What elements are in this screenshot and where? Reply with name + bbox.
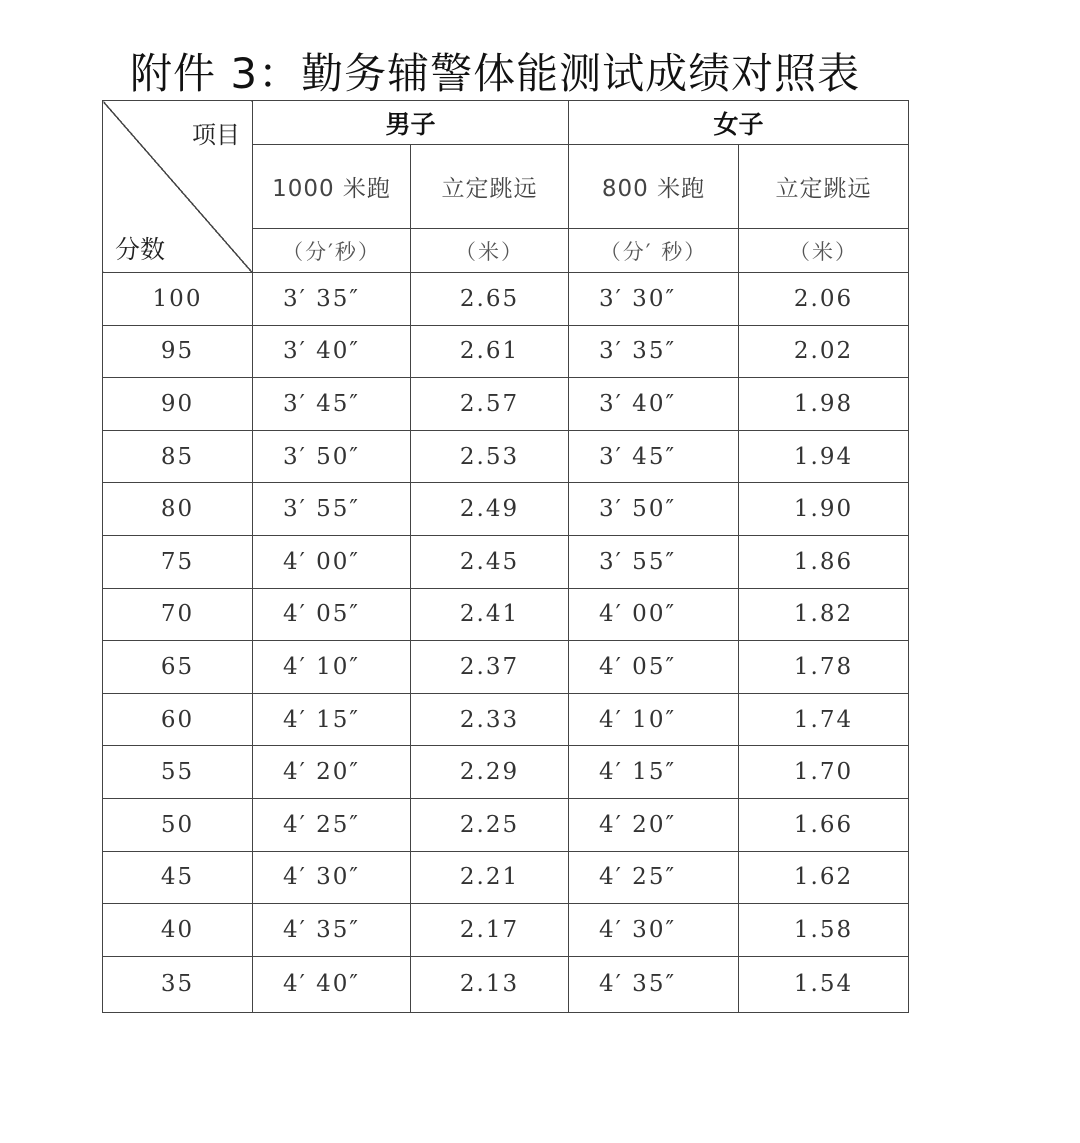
male-jump-distance-cell: 2.25	[411, 798, 569, 851]
table-row	[103, 956, 909, 1012]
male-jump-distance-cell: 2.45	[411, 535, 569, 588]
female-run-time-cell: 3′ 45″	[569, 430, 739, 483]
unit-header-male-jump: （米）	[411, 229, 569, 273]
score-cell: 65	[103, 641, 253, 694]
male-run-time-cell: 4′ 20″	[253, 746, 411, 799]
score-cell: 45	[103, 851, 253, 904]
score-cell: 100	[103, 273, 253, 326]
male-run-time-cell: 4′ 35″	[253, 904, 411, 957]
female-jump-distance-cell: 1.70	[739, 746, 909, 799]
male-jump-distance-cell: 2.13	[411, 956, 569, 1012]
female-jump-distance-cell: 1.78	[739, 641, 909, 694]
female-run-time-cell: 4′ 20″	[569, 798, 739, 851]
female-jump-distance-cell: 1.98	[739, 378, 909, 431]
female-run-time-cell: 3′ 30″	[569, 273, 739, 326]
female-jump-distance-cell: 1.62	[739, 851, 909, 904]
unit-header-male-run: （分′秒）	[253, 229, 411, 273]
male-jump-distance-cell: 2.65	[411, 273, 569, 326]
female-run-time-cell: 3′ 50″	[569, 483, 739, 536]
male-jump-distance-cell: 2.41	[411, 588, 569, 641]
male-run-time-cell: 4′ 15″	[253, 693, 411, 746]
table-row	[103, 798, 909, 851]
unit-header-female-run: （分′ 秒）	[569, 229, 739, 273]
corner-label-project: 项目	[192, 121, 240, 149]
score-table	[102, 100, 909, 1013]
score-cell: 60	[103, 693, 253, 746]
male-jump-distance-cell: 2.21	[411, 851, 569, 904]
male-jump-distance-cell: 2.33	[411, 693, 569, 746]
score-cell: 35	[103, 956, 253, 1012]
male-run-time-cell: 4′ 30″	[253, 851, 411, 904]
male-run-time-cell: 3′ 55″	[253, 483, 411, 536]
male-jump-distance-cell: 2.49	[411, 483, 569, 536]
score-cell: 70	[103, 588, 253, 641]
male-run-time-cell: 4′ 40″	[253, 956, 411, 1012]
female-jump-distance-cell: 1.90	[739, 483, 909, 536]
male-jump-distance-cell: 2.37	[411, 641, 569, 694]
female-run-time-cell: 4′ 10″	[569, 693, 739, 746]
table-row	[103, 851, 909, 904]
female-run-time-cell: 3′ 55″	[569, 535, 739, 588]
male-run-time-cell: 3′ 45″	[253, 378, 411, 431]
female-run-time-cell: 3′ 40″	[569, 378, 739, 431]
score-cell: 40	[103, 904, 253, 957]
corner-header-cell	[103, 101, 253, 273]
female-jump-distance-cell: 1.94	[739, 430, 909, 483]
score-cell: 50	[103, 798, 253, 851]
female-jump-distance-cell: 1.86	[739, 535, 909, 588]
male-jump-distance-cell: 2.29	[411, 746, 569, 799]
female-jump-distance-cell: 1.74	[739, 693, 909, 746]
male-run-time-cell: 3′ 35″	[253, 273, 411, 326]
table-row	[103, 641, 909, 694]
female-jump-distance-cell: 1.54	[739, 956, 909, 1012]
table-row	[103, 273, 909, 326]
table-row	[103, 535, 909, 588]
male-jump-distance-cell: 2.17	[411, 904, 569, 957]
group-header-female: 女子	[569, 101, 909, 145]
female-jump-distance-cell: 1.66	[739, 798, 909, 851]
male-run-time-cell: 3′ 50″	[253, 430, 411, 483]
table-body	[103, 101, 909, 1013]
female-run-time-cell: 4′ 30″	[569, 904, 739, 957]
corner-label-score: 分数	[115, 235, 166, 264]
male-run-time-cell: 4′ 00″	[253, 535, 411, 588]
male-run-time-cell: 4′ 05″	[253, 588, 411, 641]
score-cell: 90	[103, 378, 253, 431]
score-cell: 85	[103, 430, 253, 483]
female-jump-distance-cell: 2.06	[739, 273, 909, 326]
event-header-male-run: 1000 米跑	[253, 145, 411, 229]
score-cell: 55	[103, 746, 253, 799]
table-row	[103, 693, 909, 746]
table-row	[103, 378, 909, 431]
male-run-time-cell: 4′ 10″	[253, 641, 411, 694]
female-run-time-cell: 4′ 05″	[569, 641, 739, 694]
event-header-female-jump: 立定跳远	[739, 145, 909, 229]
female-run-time-cell: 4′ 35″	[569, 956, 739, 1012]
table-row	[103, 588, 909, 641]
table-row	[103, 904, 909, 957]
female-jump-distance-cell: 1.58	[739, 904, 909, 957]
table-row	[103, 325, 909, 378]
female-run-time-cell: 4′ 25″	[569, 851, 739, 904]
table-row	[103, 483, 909, 536]
unit-header-female-jump: （米）	[739, 229, 909, 273]
event-header-female-run: 800 米跑	[569, 145, 739, 229]
female-jump-distance-cell: 1.82	[739, 588, 909, 641]
female-run-time-cell: 4′ 00″	[569, 588, 739, 641]
female-run-time-cell: 3′ 35″	[569, 325, 739, 378]
score-cell: 95	[103, 325, 253, 378]
table-row	[103, 430, 909, 483]
event-header-male-jump: 立定跳远	[411, 145, 569, 229]
score-cell: 80	[103, 483, 253, 536]
male-jump-distance-cell: 2.53	[411, 430, 569, 483]
score-cell: 75	[103, 535, 253, 588]
male-jump-distance-cell: 2.61	[411, 325, 569, 378]
male-run-time-cell: 3′ 40″	[253, 325, 411, 378]
female-run-time-cell: 4′ 15″	[569, 746, 739, 799]
group-header-male: 男子	[253, 101, 569, 145]
female-jump-distance-cell: 2.02	[739, 325, 909, 378]
header-row-groups	[103, 101, 909, 145]
male-jump-distance-cell: 2.57	[411, 378, 569, 431]
male-run-time-cell: 4′ 25″	[253, 798, 411, 851]
document-title: 附件 3：勤务辅警体能测试成绩对照表	[130, 49, 861, 98]
table-row	[103, 746, 909, 799]
